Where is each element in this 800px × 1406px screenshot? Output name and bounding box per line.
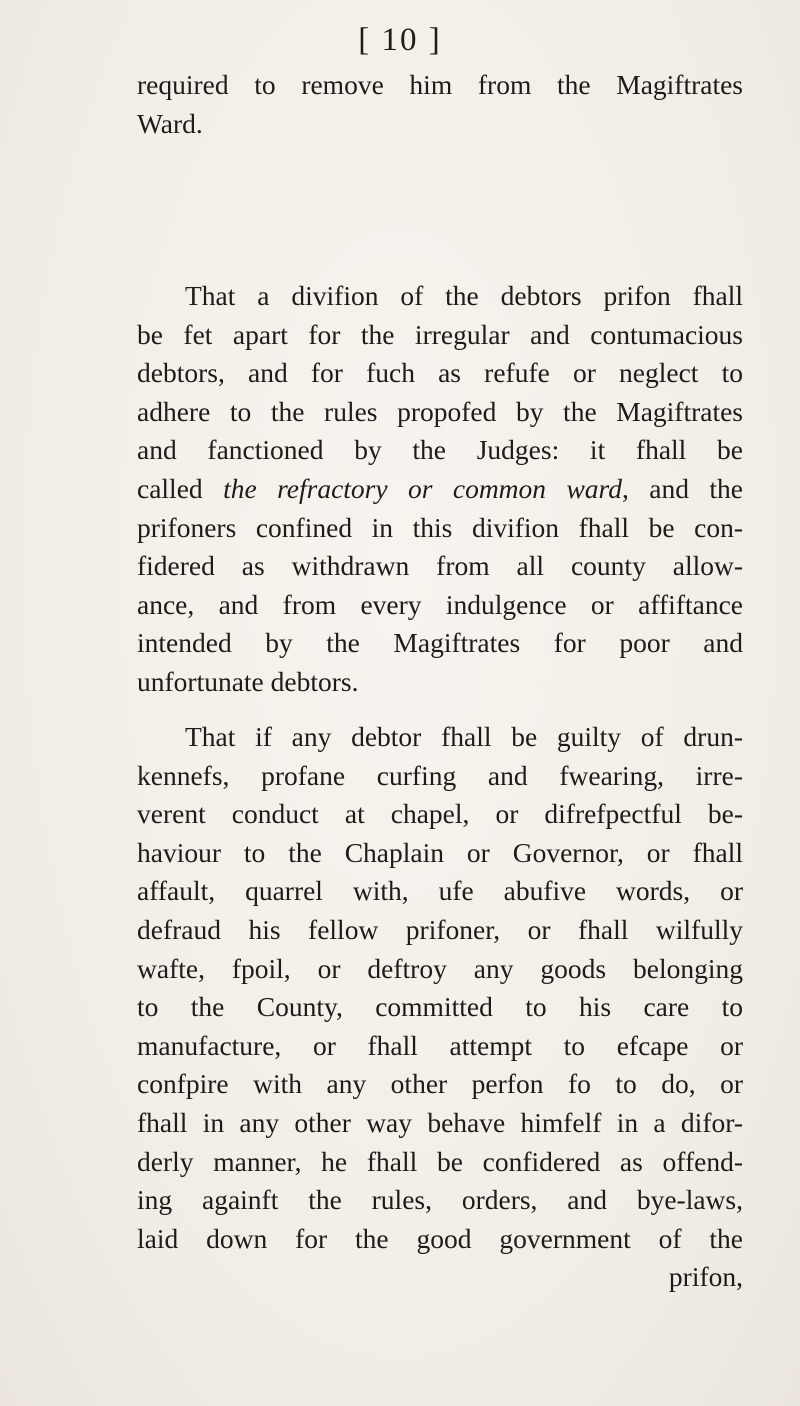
text-line: affault, quarrel with, ufe abufive words, or bbox=[137, 875, 743, 907]
text-line: to the County, committed to his care to bbox=[137, 991, 743, 1023]
text-line: intended by the Magiftrates for poor and bbox=[137, 627, 743, 659]
paragraph-2 bbox=[137, 277, 743, 702]
text-line: Ward. bbox=[137, 107, 203, 139]
text-line: called the refractory or common ward, and the bbox=[137, 472, 743, 504]
text-line: ance, and from every indulgence or affiftance bbox=[137, 588, 743, 620]
text-line: fhall in any other way behave himfelf in a difor- bbox=[137, 1106, 743, 1138]
text-line: manufacture, or fhall attempt to efcape or bbox=[137, 1029, 743, 1061]
text-line: confpire with any other perfon fo to do, or bbox=[137, 1068, 743, 1100]
text-line: unfortunate debtors. bbox=[137, 665, 359, 697]
text-line: debtors, and for fuch as refufe or neglect to bbox=[137, 357, 743, 389]
catchword: prifon, bbox=[668, 1261, 743, 1293]
text-line: be fet apart for the irregular and contumacious bbox=[137, 318, 743, 350]
text-line: ing againft the rules, orders, and bye-laws, bbox=[137, 1184, 743, 1216]
page-number: [ 10 ] bbox=[358, 22, 442, 58]
text-line: laid down for the good government of the bbox=[137, 1222, 743, 1254]
text-line: and fanctioned by the Judges: it fhall be bbox=[137, 434, 743, 466]
text-line: derly manner, he fhall be confidered as offend- bbox=[137, 1145, 743, 1177]
text-line: prifoners confined in this divifion fhall be con- bbox=[137, 511, 743, 543]
paragraph-3 bbox=[137, 718, 743, 1297]
paragraph-1 bbox=[137, 66, 743, 143]
italic-phrase: the refractory or common ward bbox=[223, 472, 622, 504]
text-line: haviour to the Chaplain or Governor, or fhall bbox=[137, 836, 743, 868]
text-line: wafte, fpoil, or deftroy any goods belonging bbox=[137, 952, 743, 984]
text-line: kennefs, profane curfing and fwearing, irre- bbox=[137, 759, 743, 791]
text-line: verent conduct at chapel, or difrefpectful be- bbox=[137, 798, 743, 830]
text-line: adhere to the rules propofed by the Magiftrates bbox=[137, 395, 743, 427]
text-line: defraud his fellow prifoner, or fhall wilfully bbox=[137, 913, 743, 945]
text-line: That a divifion of the debtors prifon fhall bbox=[185, 280, 743, 311]
text-line: required to remove him from the Magiftrates bbox=[137, 69, 743, 100]
text-line: That if any debtor fhall be guilty of drun- bbox=[185, 721, 743, 752]
text-line: fidered as withdrawn from all county allow- bbox=[137, 550, 743, 582]
